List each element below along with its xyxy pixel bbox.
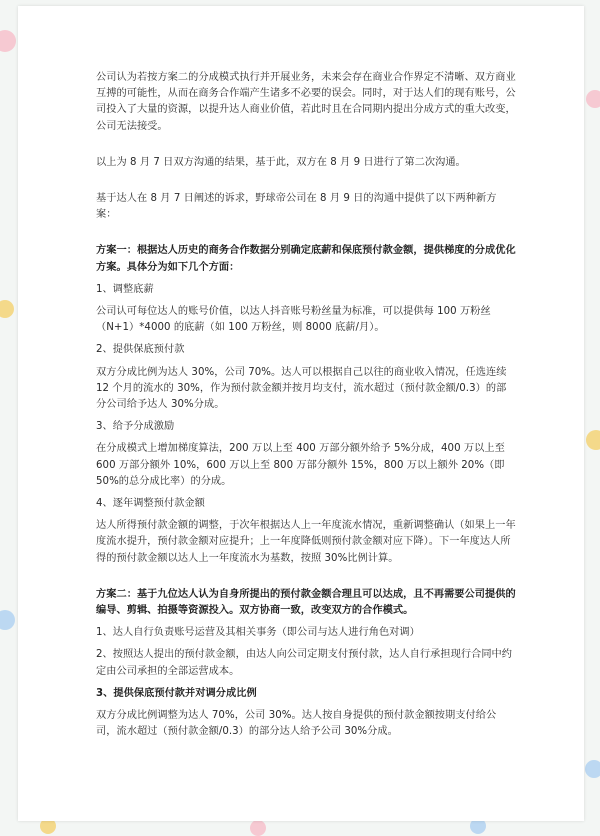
border-decoration (586, 430, 600, 450)
plan2-item-body: 双方分成比例调整为达人 70%，公司 30%。达人按自身提供的预付款金额按期支付给公司，流水超过（预付款金额/0.3）的部分达人给予公司 30%分成。 (96, 710, 497, 738)
plan2-item-title: 1、达人自行负责账号运营及其相关事务（即公司与达人进行角色对调） (96, 627, 420, 639)
border-decoration (586, 90, 600, 108)
plan1-item-title: 2、提供保底预付款 (96, 344, 185, 356)
plan2-item-title: 2、按照达人提出的预付款金额，由达人向公司定期支付预付款，达人自行承担现行合同中约定由公司承担的全部运营成本。 (96, 649, 513, 677)
plan1-item-body: 在分成模式上增加梯度算法，200 万以上至 400 万部分额外给予 5%分成，400 万以上至 600 万部分额外 10%，600 万以上至 800 万部分额外 15%，800 万以上额外 20%（即 50%的总分成比率）的分成。 (96, 443, 505, 487)
plan1-item-body: 达人所得预付款金额的调整，于次年根据达人上一年度流水情况，重新调整确认（如果上一年度流水提升，预付款金额对应提升；上一年度降低则预付款金额对应下降）。下一年度达人所得的预付款金额以达人上一年度流水为基数，按照 30%比例计算。 (96, 520, 516, 564)
plan1-item-title: 4、逐年调整预付款金额 (96, 498, 205, 510)
plan1-item-title: 1、调整底薪 (96, 283, 154, 295)
plan1-item-body: 双方分成比例为达人 30%，公司 70%。达人可以根据自己以往的商业收入情况，任选连续 12 个月的流水的 30%，作为预付款金额并按月均支付，流水超过（预付款金额/0.3）的部分公司给予达人 30%分成。 (96, 366, 507, 411)
plan1-heading: 方案一：根据达人历史的商务合作数据分别确定底薪和保底预付款金额，提供梯度的分成优化方案。具体分为如下几个方面： (96, 245, 516, 273)
plan1-item-title: 3、给予分成激励 (96, 421, 175, 433)
document-body (96, 70, 516, 741)
plan2-item-title: 3、提供保底预付款并对调分成比例 (96, 687, 257, 699)
border-decoration (250, 820, 266, 836)
plan2-heading: 方案二：基于九位达人认为自身所提出的预付款金额合理且可以达成，且不再需要公司提供的编导、剪辑、拍摄等资源投入。双方协商一致，改变双方的合作模式。 (96, 588, 516, 617)
summary-paragraph: 以上为 8 月 7 日双方沟通的结果，基于此，双方在 8 月 9 日进行了第二次沟通。 (96, 156, 466, 168)
border-decoration (585, 760, 600, 778)
border-decoration (0, 30, 16, 52)
proposal-intro-paragraph: 基于达人在 8 月 7 日阐述的诉求，野球帝公司在 8 月 9 日的沟通中提供了以下两种新方案： (96, 193, 497, 221)
border-decoration (0, 300, 14, 318)
plan1-item-body: 公司认可每位达人的账号价值，以达人抖音账号粉丝量为标准，可以提供每 100 万粉丝（N+1）*4000 的底薪（如 100 万粉丝，则 8000 底薪/月）。 (96, 306, 491, 334)
intro-paragraph: 公司认为若按方案二的分成模式执行并开展业务，未来会存在商业合作界定不清晰、双方商业互搏的可能性，从而在商务合作端产生诸多不必要的误会。同时，对于达人们的现有账号，公司投入了大量的资源，以提升达人商业价值，若此时且在合同期内提出分成方式的重大改变，公司无法接受。 (96, 72, 516, 132)
border-decoration (0, 610, 15, 630)
